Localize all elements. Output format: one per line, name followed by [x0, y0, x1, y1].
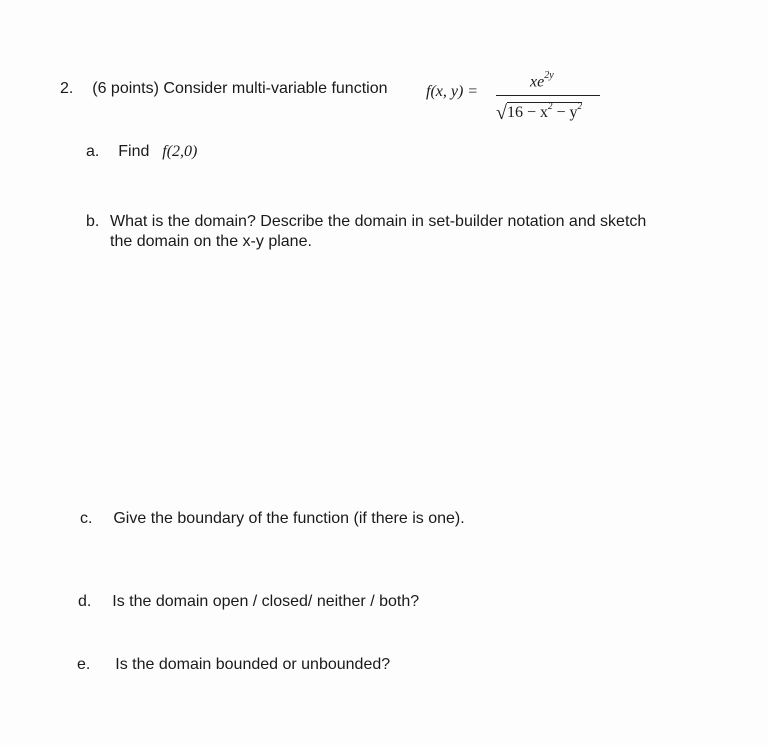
part-d [78, 593, 419, 611]
part-b [86, 213, 99, 231]
part-b-line2: the domain on the x-y plane. [110, 233, 312, 250]
part-d-label: d. [78, 593, 92, 610]
part-a-math: f(2,0) [162, 143, 198, 160]
function-lhs: f(x, y) = [426, 83, 479, 100]
fraction-bar [496, 95, 600, 96]
part-e-label: e. [77, 656, 91, 673]
fraction-denominator: $√16 - x^2 - y^2$ [496, 100, 583, 124]
part-c-label: c. [80, 510, 93, 527]
part-b-line1: What is the domain? Describe the domain in set-builder notation and sketch [110, 213, 647, 230]
question-header [60, 80, 388, 98]
part-a [86, 143, 197, 161]
part-d-text: Is the domain open / closed/ neither / both? [112, 593, 420, 610]
part-a-text: Find [118, 143, 150, 160]
part-c [80, 510, 465, 528]
part-c-text: Give the boundary of the function (if there is one). [113, 510, 465, 527]
fraction-numerator: $xe^{2y}$ [530, 70, 554, 91]
question-number: 2. [60, 80, 74, 97]
part-a-label: a. [86, 143, 100, 160]
part-e [77, 656, 390, 674]
sqrt-icon: √ [496, 102, 507, 124]
function-fraction [496, 72, 600, 128]
question-intro: (6 points) Consider multi-variable function [92, 80, 388, 97]
part-e-text: Is the domain bounded or unbounded? [115, 656, 391, 673]
part-b-label: b. [86, 213, 100, 230]
square-exponent-2: 2 [577, 100, 583, 111]
